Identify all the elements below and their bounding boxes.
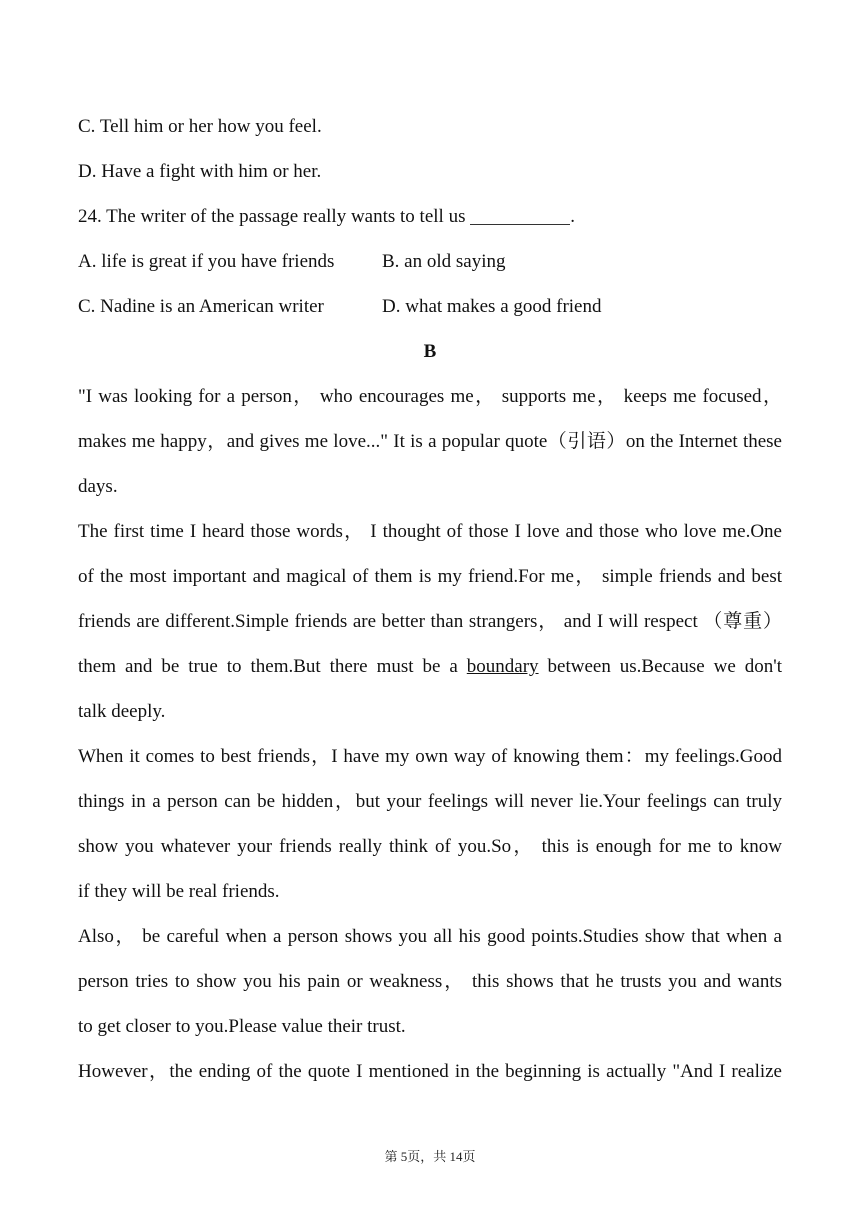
- q23-option-c: C. Tell him or her how you feel.: [78, 116, 322, 137]
- passage-text: between us.Because we don't: [547, 656, 782, 677]
- underlined-word: boundary: [466, 656, 539, 677]
- q24-options-row-1: [78, 250, 334, 274]
- passage-line: "I was looking for a person， who encourages me， supports me， keeps me focused，: [78, 386, 782, 407]
- passage-line: person tries to show you his pain or weakness， this shows that he trusts you and wants: [78, 971, 782, 992]
- passage-line: [78, 655, 782, 679]
- passage-line: makes me happy，and gives me love..." It is a popular quote（引语）on the Internet these: [78, 431, 782, 452]
- passage-line: things in a person can be hidden，but your feelings will never lie.Your feelings can truly: [78, 791, 782, 812]
- q24-stem-text: 24. The writer of the passage really wants to tell us: [78, 206, 466, 227]
- passage-line: However，the ending of the quote I mentioned in the beginning is actually "And I realize: [78, 1061, 782, 1082]
- answer-blank: [470, 206, 570, 225]
- passage-line: days.: [78, 476, 118, 497]
- passage-line: if they will be real friends.: [78, 881, 280, 902]
- passage-line: of the most important and magical of them is my friend.For me， simple friends and best: [78, 566, 782, 587]
- section-title: B: [423, 341, 437, 362]
- page-footer: 第 5页，共 14页: [384, 1149, 476, 1164]
- q24-option-c: C. Nadine is an American writer: [78, 296, 324, 317]
- q24-stem-end: .: [570, 206, 575, 227]
- q24-option-b: B. an old saying: [382, 251, 506, 272]
- passage-line: When it comes to best friends，I have my own way of knowing them：my feelings.Good: [78, 746, 782, 767]
- passage-line: friends are different.Simple friends are better than strangers， and I will respect （尊重）: [78, 611, 782, 632]
- passage-text: them and be true to them.But there must be a: [78, 656, 458, 677]
- q23-option-d: D. Have a fight with him or her.: [78, 161, 322, 182]
- q24-stem: [78, 205, 575, 229]
- q24-option-a: A. life is great if you have friends: [78, 251, 335, 272]
- passage-line: Also， be careful when a person shows you all his good points.Studies show that when a: [78, 926, 782, 947]
- passage-line: The first time I heard those words， I thought of those I love and those who love me.One: [78, 521, 782, 542]
- passage-line: show you whatever your friends really think of you.So， this is enough for me to know: [78, 836, 782, 857]
- q24-option-d: D. what makes a good friend: [382, 296, 602, 317]
- passage-line: talk deeply.: [78, 701, 166, 722]
- passage-line: to get closer to you.Please value their trust.: [78, 1016, 406, 1037]
